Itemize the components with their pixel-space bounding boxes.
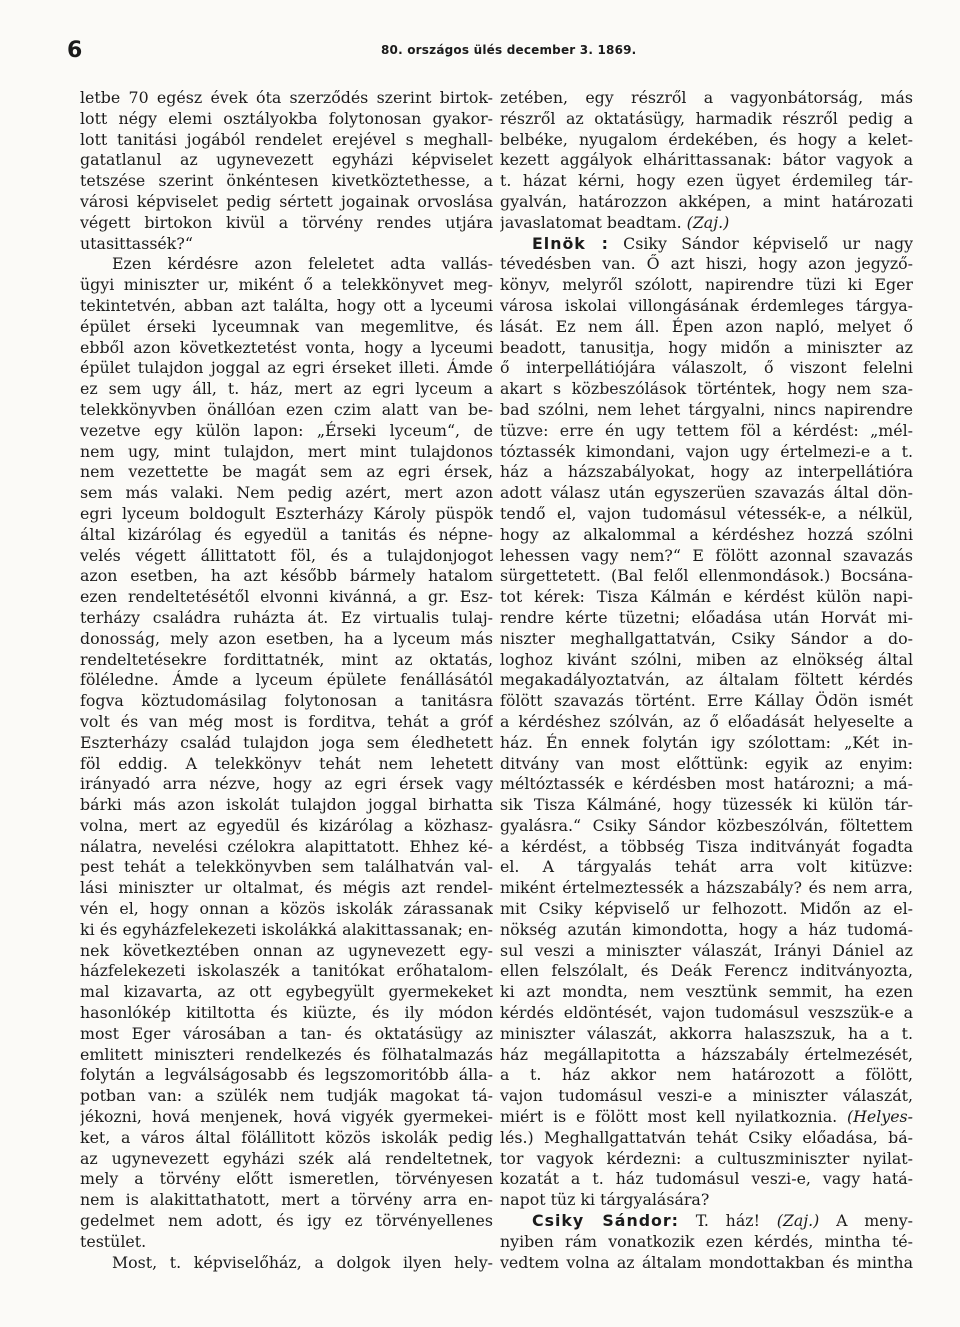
text-line: gyalásra.“ Csiky Sándor közbeszólván, föltettem [500,815,913,835]
text-line: utasittassék?“ [80,233,193,253]
text-line: nálatra, nevelési czélokra alapittatott. Ehhez ké- [80,836,493,856]
text-line: ebből azon következtetést vonta, hogy a lyceumi [80,337,493,357]
text-line: a kérdéshez szólván, az ő előadását helyeselte a [500,711,913,731]
text-line: épület tulajdon joggal az egri érseket illeti. Ámde [80,358,493,378]
text-line: potban van: a szülék nem tudják magokat tá- [80,1086,493,1106]
text-line: belbéke, nyugalom érdekében, és hogy a kelet- [500,129,913,149]
text-line: fölött szavazás történt. Erre Kállay Ödön ismét [500,691,913,711]
text-line: akart s közbeszólások történtek, hogy nem sza- [500,379,913,399]
text-line: Most, t. képviselőház, a dolgok ilyen hely- [112,1252,493,1272]
text-line: tendő el, vajon tudomásul vétessék-e, a nélkül, [500,503,913,523]
interjection: (Helyes- [846,1107,913,1127]
text-line: napot tüz ki tárgyalására? [500,1190,710,1210]
text-line: épület érseki lyceumnak van megemlitve, és [80,316,493,336]
text-line: nem vezettette be magát sem az egri érsek, [80,462,493,482]
text-line: bárki más azon iskolát tulajdon joggal birhatta [80,795,493,815]
text-line: bad szólni, nem lehet tárgyalni, nincs napirendre [500,399,913,419]
text-line: lását. Ez nem áll. Épen azon napló, melyet ő [500,316,913,336]
text-line: az ugynevezett egyházi szék alá rendeltetnek, [80,1148,493,1168]
text-line: gyalván, határozzon akképen, a mint határozati [500,191,913,211]
text-line: tóztassék kimondani, vajon ugy értelmezi-e a t. [500,441,913,461]
text-line: nem is alakittathatott, mert a törvény arra en- [80,1190,493,1210]
text-line: ház. Én ennek folytán igy szólottam: „Két in- [500,732,913,752]
interjection: (Zaj.) [686,212,730,232]
text-line: terházy családra ruházta át. Ez virtualis tulaj- [80,607,493,627]
text-line: végett birtokon kivül a törvény rendes utjára [80,212,493,232]
text-line: Ezen kérdésre azon feleletet adta vallás- [112,254,493,274]
right-column [500,88,913,1273]
text-line: zetében, egy részről a vagyonbátorság, más [500,88,913,107]
text-line: ellen felszólalt, és Deák Ferencz inditványozta, [500,961,913,981]
text-run: A meny- [836,1211,913,1231]
text-line: miniszter válaszát, akkorra halaszszuk, ha a t. [500,1023,913,1043]
text-line: vén el, hogy onnan a közös iskolák zárassanak [80,899,493,919]
text-line: niszter meghallgattatván, Csiky Sándor a do- [500,628,913,648]
text-line [500,234,913,255]
text-line: lott tanitási jogából rendelet erejével s meghall- [80,129,493,149]
text-line: ditvány van most előttünk: egyik az enyim: [500,753,913,773]
text-line: méltóztassék e kérdésben most határozni; a má- [500,774,913,794]
text-line: tot kérek: Tisza Kálmán e kérdést külön napi- [500,587,913,607]
text-line: ki azt mondta, nem vesztünk semmit, ha ezen [500,982,913,1002]
text-line: ket, a város által fölállitott közös iskolák pedig [80,1127,493,1147]
text-line: tévedésben van. Ő azt hiszi, hogy azon jegyző- [500,254,913,274]
text-line: részről az oktatásügy, harmadik részről pedig a [500,108,913,128]
text-line: ügyi miniszter ur, miként ő a telekkönyvet meg- [80,275,493,295]
text-line: lott négy elemi osztályokba folytonosan gyakor- [80,108,493,128]
text-line: kérdés eldöntését, vajon tudomásul veszszük-e a [500,1003,913,1023]
text-line: jékozni, hová menjenek, hová vigyék gyermekei- [80,1107,493,1127]
text-line: loghoz kivánt szólni, miben az elnökség által [500,649,913,669]
text-line: mely a törvény előtt ismeretlen, törvényesen [80,1169,493,1189]
text-line: volna, mert az egyedül és kizárólag a közhasz- [80,815,493,835]
text-line: folytán a legválságosabb és legszomoritóbb álla- [80,1065,493,1085]
text-line: vezetve egy külön lapon: „Érseki lyceum“, de [80,420,493,440]
speaker-name: Csiky Sándor: [532,1211,679,1231]
text-line: letbe 70 egész évek óta szerződés szerint birtok- [80,88,493,107]
text-line: egri lyceum boldogult Eszterházy Károly püspök [80,503,493,523]
text-line: tetszése szerint önkéntesen kivetköztethesse, a [80,171,493,191]
speaker-name: Elnök : [532,233,609,253]
text-line: emlitett miniszteri rendelkezés és fölhatalmazás [80,1044,493,1064]
text-line: föl eddig. A telekkönyv tehát nem lehetett [80,753,493,773]
text-line: könyv, melyről szólott, napirendre tüzi ki Eger [500,275,913,295]
text-line: vajon tudomásul veszi-e a miniszter válaszát, [500,1086,913,1106]
text-line: tekintetvén, abban azt találta, hogy ott a lyceumi [80,295,493,315]
text-line: rendre kérte tüzetni; előadása után Horvát mi- [500,607,913,627]
text-run: javaslatomat beadtam. [500,212,682,232]
text-line: a kérdést, a többség Tisza inditványát fogadta [500,836,913,856]
text-run: miért is e fölött most kell nyilatkoznia. [500,1107,838,1127]
text-line: házfelekezeti iskolaszék a tanitókat erőhatalom- [80,961,493,981]
text-line [500,1211,913,1232]
interjection: (Zaj.) [776,1211,820,1231]
text-line: beadott, tanusitja, hogy midőn a miniszter az [500,337,913,357]
text-line: mit Csiky képviselő ur felhozott. Midőn az el- [500,899,913,919]
text-line: adott válasz után egyszerüen szavazás által dön- [500,483,913,503]
text-line: testület. [80,1231,147,1251]
text-line: Eszterházy család tulajdon joga sem éledhetett [80,732,493,752]
text-line: föléledne. Ámde a lyceum épülete fenállásától [80,670,493,690]
text-line: tüzve: erre én ugy tettem föl a kérdést: „mél- [500,420,913,440]
text-line: megakadályoztatván, az általam föltett kérdés [500,670,913,690]
text-line: velés végett állittatott föl, és a tulajdonjogot [80,545,493,565]
text-line: gedelmet nem adott, és igy ez törvényellenes [80,1211,493,1231]
left-column [80,88,493,1273]
text-line: nyiben rám vonatkozik ezen kérdés, mintha té- [500,1231,913,1251]
text-line: kozatát a t. ház tudomásul veszi-e, vagy hatá- [500,1169,913,1189]
page-number: 6 [67,38,83,63]
text-line: sik Tisza Kálmáné, hogy tüzessék ki külön tár- [500,795,913,815]
text-line: ő interpellátiójára válaszolt, ő viszont felelni [500,358,913,378]
text-line: nem ugy, mint tulajdon, mert mint tulajdonos [80,441,493,461]
page-header: 80. országos ülés december 3. 1869. [381,43,637,57]
text-line: fogva köztudomásilag folytonosan a tanitásra [80,691,493,711]
text-line: pest tehát a telekkönyvben sem találhatván val- [80,857,493,877]
text-line: lási miniszter ur oltalmat, és mégis azt rendel- [80,878,493,898]
text-line: nökség azután kimondotta, hogy a ház tudomá- [500,919,913,939]
text-line: ház megállapitotta a házszabály értelmezését, [500,1044,913,1064]
text-line: hasonlókép kitiltotta és kiüzte, és ily módon [80,1003,493,1023]
text-line: városa iskolai villongásának érdemleges tárgya- [500,295,913,315]
text-line: most Eger városában a tan- és oktatásügy az [80,1023,493,1043]
text-run: T. ház! [695,1211,760,1231]
text-line: donosság, mely azon esetben, ha a lyceum más [80,628,493,648]
text-run: Csiky Sándor képviselő ur nagy [623,233,913,253]
text-line: ház a házszabályokat, hogy az interpellátióra [500,462,913,482]
text-line: ez sem ugy áll, t. ház, mert az egri lyceum a [80,379,493,399]
text-line: irányadó arra nézve, hogy az egri érsek vagy [80,774,493,794]
text-line: lehessen vagy nem?“ E fölött azonnal szavazás [500,545,913,565]
text-line: t. házat kérni, hogy ezen ügyet érdemileg tár- [500,171,913,191]
text-line: gatatlanul az ugynevezett egyházi képviselet [80,150,493,170]
text-line: rendeltetésekre fordittatnék, mint az oktatás, [80,649,493,669]
text-line: a t. ház akkor nem határozott a fölött, [500,1065,913,1085]
text-line: sürgettetett. (Bal felől ellenmondások.) Bocsána- [500,566,913,586]
text-line: városi képviselet pedig sértett jogainak orvoslása [80,191,493,211]
text-line: ki és egyházfelekezeti iskolákká alakittassanak; en- [80,919,493,939]
text-line [500,1107,913,1128]
text-line: azon esetben, ha azt később bármely hatalom [80,566,493,586]
text-line: miként értelmeztessék a házszabály? és nem arra, [500,878,913,898]
text-line: hogy az alkalommal a kérdéshez hozzá szólni [500,524,913,544]
text-line: sul veszi a miniszter válaszát, Irányi Dániel az [500,940,913,960]
text-line: mal kizavarta, az ott egybegyült gyermekeket [80,982,493,1002]
text-line: vedtem volna az általam mondottakban és mintha [500,1252,913,1272]
text-line: nek következtében onnan az ugynevezett egy- [80,940,493,960]
text-line: telekkönyvben önállóan ezen czim alatt van be- [80,399,493,419]
text-line: volt és van még most is forditva, tehát a gróf [80,711,493,731]
text-line: sem más valaki. Nem pedig azért, mert azon [80,483,493,503]
text-line [500,213,913,234]
text-line: el. A tárgyalás tehát arra volt kitüzve: [500,857,913,877]
text-line: lés.) Meghallgattatván tehát Csiky előadása, bá- [500,1127,913,1147]
text-line: tor vagyok kérdezni: a cultuszminiszter nyilat- [500,1148,913,1168]
text-line: által kizárólag és egyedül a tanitás és népne- [80,524,493,544]
text-line: kezett aggályok elhárittassanak: bátor vagyok a [500,150,913,170]
text-line: ezen rendeltetésétől elvonni kivánná, a gr. Esz- [80,587,493,607]
